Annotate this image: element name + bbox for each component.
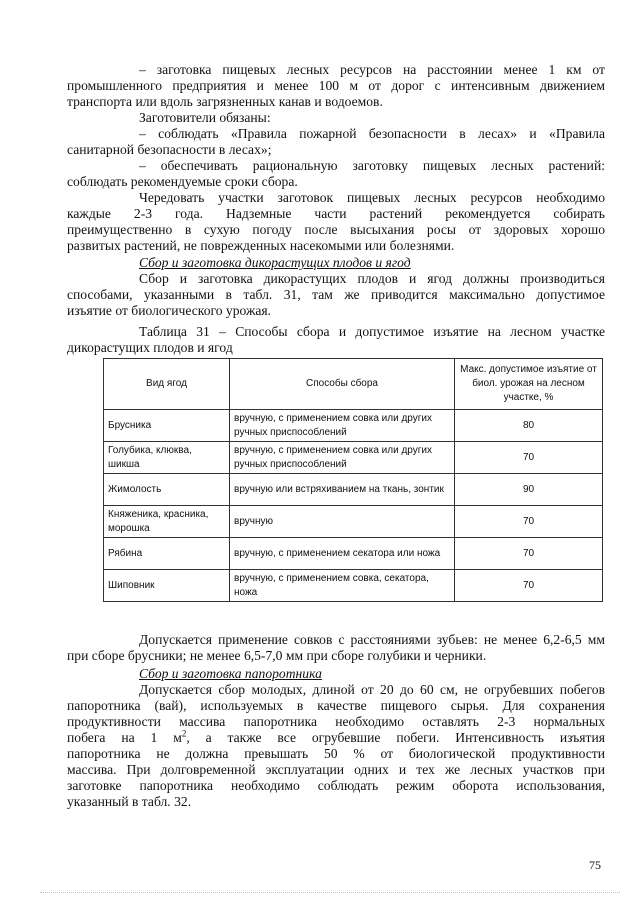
- table-cell: вручную, с применением секатора или ножа: [230, 538, 455, 570]
- paragraph-obligations: [103, 110, 605, 126]
- table-cell: Брусника: [104, 410, 230, 442]
- text-line: – обеспечивать рациональную заготовку пищевых лесных растений:: [139, 158, 605, 173]
- page-content: [67, 62, 606, 810]
- table-cell: 70: [455, 570, 603, 602]
- table-cell: вручную или встряхиванием на ткань, зонтик: [230, 474, 455, 506]
- table-header-row: [104, 359, 603, 410]
- table-cell: 90: [455, 474, 603, 506]
- text-line: – соблюдать «Правила пожарной безопасности в лесах» и «Правила: [139, 126, 605, 141]
- berries-table: [103, 358, 603, 602]
- text-line: Таблица 31 – Способы сбора и допустимое изъятие на лесном участке: [139, 324, 605, 339]
- text-line: Сбор и заготовка дикорастущих плодов и ягод должны производиться: [139, 271, 605, 286]
- text-line: папоротника (вай), используемых в качестве пищевого сырья. Для сохранения: [67, 698, 605, 713]
- text-line: транспорта или вдоль загрязненных канав и водоемов.: [67, 94, 383, 109]
- text-line: Чередовать участки заготовок пищевых лесных ресурсов необходимо: [139, 190, 605, 205]
- paragraph-fern: [67, 682, 606, 810]
- text-line: продуктивности массива папоротника необходимо оставлять 2-3 нормальных: [67, 714, 605, 729]
- text-line: заготовке папоротника необходимо соблюдать режим оборота использования,: [67, 778, 605, 793]
- table-header-cell: Вид ягод: [104, 359, 230, 410]
- text-line: Допускается применение совков с расстояниями зубьев: не менее 6,2-6,5 мм: [139, 632, 605, 647]
- text-line: преимущественно в сухую погоду после высыхания росы от здоровых хорошо: [67, 222, 605, 237]
- text-line: дикорастущих плодов и ягод: [67, 340, 233, 355]
- text-line: [67, 728, 606, 746]
- table-row: [104, 538, 603, 570]
- text-line: массива. При долговременной эксплуатации одних и тех же лесных участков при: [67, 762, 605, 777]
- text-line: Заготовители обязаны:: [139, 110, 271, 125]
- paragraph-berries-methods: [67, 271, 605, 319]
- table-cell: вручную, с применением совка, секатора, ножа: [230, 570, 455, 602]
- section-heading-fern: Сбор и заготовка папоротника: [139, 666, 322, 681]
- text-line: Допускается сбор молодых, длиной от 20 до 60 см, не огрубевших побегов: [139, 682, 605, 697]
- table-row: [104, 570, 603, 602]
- table-cell: вручную, с применением совка или других ручных приспособлений: [230, 410, 455, 442]
- paragraph-rational: [67, 158, 605, 190]
- text-line: папоротника не должна превышать 50 % от биологической продуктивности: [67, 746, 605, 761]
- text-line: каждые 2-3 года. Надземные части растений рекомендуется собирать: [67, 206, 605, 221]
- section-heading-berries: Сбор и заготовка дикорастущих плодов и ягод: [139, 255, 411, 270]
- table-header-cell: Способы сбора: [230, 359, 455, 410]
- page-number: 75: [589, 858, 601, 872]
- footer-divider: [40, 892, 620, 893]
- superscript: 2: [181, 728, 187, 739]
- table-caption: [67, 324, 605, 356]
- paragraph-scoops: [67, 632, 605, 664]
- paragraph-rules: [67, 126, 605, 158]
- table-cell: вручную: [230, 506, 455, 538]
- text-line: санитарной безопасности в лесах»;: [67, 142, 272, 157]
- text-line: при сборе брусники; не менее 6,5-7,0 мм при сборе голубики и черники.: [67, 648, 487, 663]
- table-row: [104, 506, 603, 538]
- table-cell: 70: [455, 538, 603, 570]
- table-cell: 80: [455, 410, 603, 442]
- table-cell: Рябина: [104, 538, 230, 570]
- paragraph-rotation: [67, 190, 605, 254]
- table-row: [104, 442, 603, 474]
- table-cell: Голубика, клюква, шикша: [104, 442, 230, 474]
- table-cell: Жимолость: [104, 474, 230, 506]
- text-line: указанный в табл. 32.: [67, 794, 192, 809]
- text-line: соблюдать рекомендуемые сроки сбора.: [67, 174, 298, 189]
- table-row: [104, 474, 603, 506]
- table-cell: 70: [455, 442, 603, 474]
- text-line: изъятие от биологического урожая.: [67, 303, 272, 318]
- table-cell: Княженика, красника, морошка: [104, 506, 230, 538]
- paragraph-restriction: [67, 62, 605, 110]
- table-row: [104, 410, 603, 442]
- table-cell: Шиповник: [104, 570, 230, 602]
- text-line: промышленного предприятия и менее 100 м от дорог с интенсивным движением: [67, 78, 605, 93]
- text-line: способами, указанными в табл. 31, там же приводится максимально допустимое: [67, 287, 605, 302]
- text-line: – заготовка пищевых лесных ресурсов на расстоянии менее 1 км от: [139, 62, 605, 77]
- text-fragment: , а также все огрубевшие побеги. Интенсивность изъятия: [186, 730, 606, 745]
- text-fragment: побега на 1 м: [67, 730, 182, 745]
- table-cell: вручную, с применением совка или других ручных приспособлений: [230, 442, 455, 474]
- table-cell: 70: [455, 506, 603, 538]
- table-header-cell: Макс. допустимое изъятие от биол. урожая на лесном участке, %: [455, 359, 603, 410]
- text-line: развитых растений, не поврежденных насекомыми или болезнями.: [67, 238, 455, 253]
